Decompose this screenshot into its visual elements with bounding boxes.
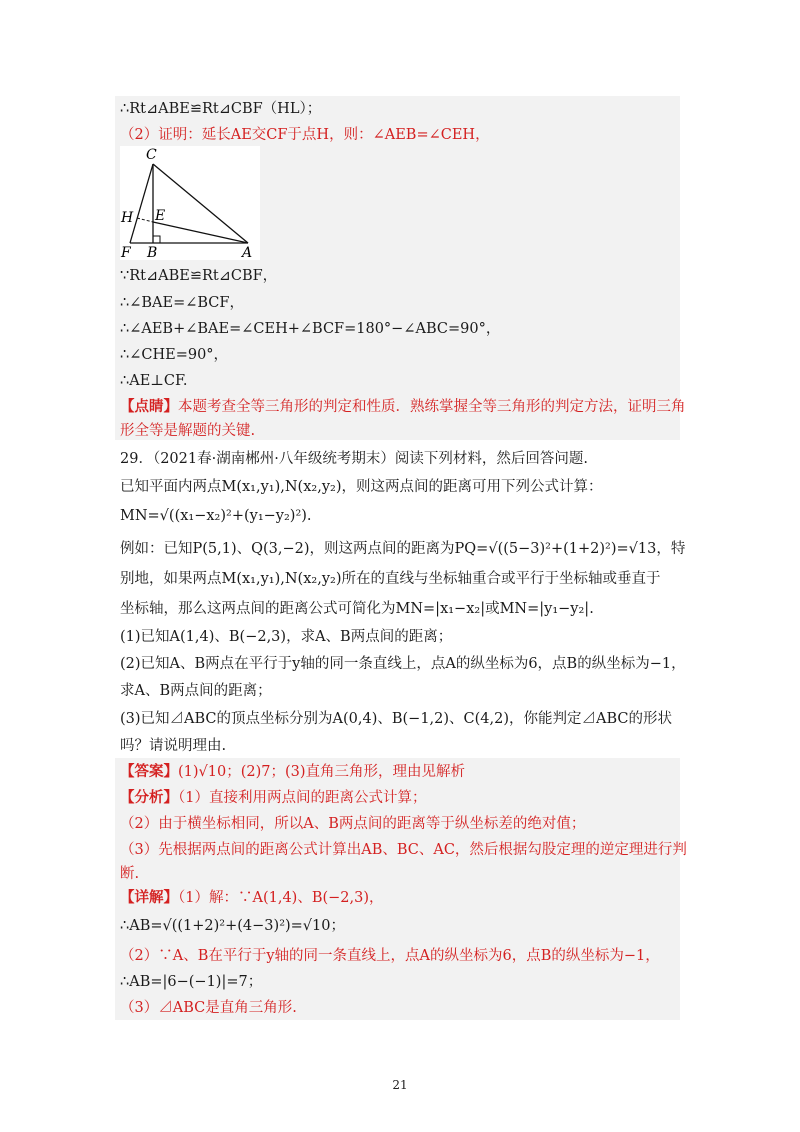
detail-tag: 【详解】 bbox=[120, 889, 178, 906]
analysis-text: （1）直接利用两点间的距离公式计算； bbox=[178, 790, 427, 806]
question-1: (1)已知A(1,4)、B(−2,3)，求A、B两点间的距离； bbox=[120, 629, 453, 645]
detail-text: （3）⊿ABC是直角三角形. bbox=[120, 1000, 297, 1016]
text-line: ∴Rt⊿ABE≌Rt⊿CBF（HL）； bbox=[120, 101, 322, 117]
triangle-figure bbox=[120, 146, 260, 260]
problem-heading: 29．（2021春·湖南郴州·八年级统考期末）阅读下列材料，然后回答问题. bbox=[120, 451, 588, 467]
text-line: ∵Rt⊿ABE≌Rt⊿CBF， bbox=[120, 268, 278, 284]
dianjing-tag: 【点睛】 bbox=[120, 398, 178, 415]
text-line: ∴∠AEB+∠BAE=∠CEH+∠BCF=180°−∠ABC=90°， bbox=[120, 321, 501, 337]
analysis-text: 断. bbox=[120, 866, 140, 882]
text-line: ∴∠CHE=90°， bbox=[120, 347, 229, 363]
question-2: (2)已知A、B两点在平行于y轴的同一条直线上，点A的纵坐标为6，点B的纵坐标为−1， bbox=[120, 656, 686, 672]
dianjing-line bbox=[120, 395, 686, 419]
problem-text: 例如：已知P(5,1)、Q(3,−2)，则这两点间的距离为PQ=√((5−3)²+(1+2)²)=√13，特 bbox=[120, 541, 686, 557]
problem-text: 已知平面内两点M(x₁,y₁),N(x₂,y₂)，则这两点间的距离可用下列公式计算： bbox=[120, 479, 603, 495]
answer-tag: 【答案】 bbox=[120, 763, 178, 780]
problem-text: 坐标轴，那么这两点间的距离公式可简化为MN=|x₁−x₂|或MN=|y₁−y₂|. bbox=[120, 601, 594, 617]
label-C: C bbox=[146, 147, 157, 163]
question-3-cont: 吗？请说明理由. bbox=[120, 738, 227, 754]
label-B: B bbox=[147, 245, 158, 260]
analysis-text: （3）先根据两点间的距离公式计算出AB、BC、AC，然后根据勾股定理的逆定理进行判 bbox=[120, 842, 687, 858]
formula-line: MN=√((x₁−x₂)²+(y₁−y₂)²). bbox=[120, 508, 312, 524]
detail-text: ∴AB=√((1+2)²+(4−3)²)=√10； bbox=[120, 918, 345, 934]
answer-line bbox=[120, 760, 465, 784]
label-A: A bbox=[242, 245, 253, 260]
text-line: ∴AE⊥CF. bbox=[120, 373, 188, 389]
analysis-text: （2）由于横坐标相同，所以A、B两点间的距离等于纵坐标差的绝对值； bbox=[120, 816, 586, 832]
answer-text: (1)√10；(2)7；(3)直角三角形，理由见解析 bbox=[178, 764, 466, 780]
detail-text: （1）解：∵A(1,4)、B(−2,3)， bbox=[178, 890, 384, 906]
text-line: （2）证明：延长AE交CF于点H，则：∠AEB=∠CEH， bbox=[120, 127, 490, 143]
detail-text: （2）∵A、B在平行于y轴的同一条直线上，点A的纵坐标为6，点B的纵坐标为−1， bbox=[120, 948, 660, 964]
question-2-cont: 求A、B两点间的距离； bbox=[120, 683, 272, 699]
page-number: 21 bbox=[392, 1078, 408, 1092]
label-E: E bbox=[155, 208, 166, 224]
dianjing-text-cont: 形全等是解题的关键. bbox=[120, 423, 256, 439]
question-3: (3)已知⊿ABC的顶点坐标分别为A(0,4)、B(−1,2)、C(4,2)，你能判定⊿ABC的形状 bbox=[120, 711, 673, 727]
detail-line bbox=[120, 886, 384, 910]
analysis-line bbox=[120, 786, 426, 810]
dianjing-text: 本题考查全等三角形的判定和性质．熟练掌握全等三角形的判定方法，证明三角 bbox=[178, 399, 686, 415]
text-line: ∴∠BAE=∠BCF， bbox=[120, 295, 244, 311]
analysis-tag: 【分析】 bbox=[120, 789, 178, 806]
label-F: F bbox=[121, 245, 131, 260]
label-H: H bbox=[121, 210, 134, 226]
problem-text: 别地，如果两点M(x₁,y₁),N(x₂,y₂)所在的直线与坐标轴重合或平行于坐标轴或垂直于 bbox=[120, 571, 661, 587]
detail-text: ∴AB=|6−(−1)|=7； bbox=[120, 974, 263, 990]
